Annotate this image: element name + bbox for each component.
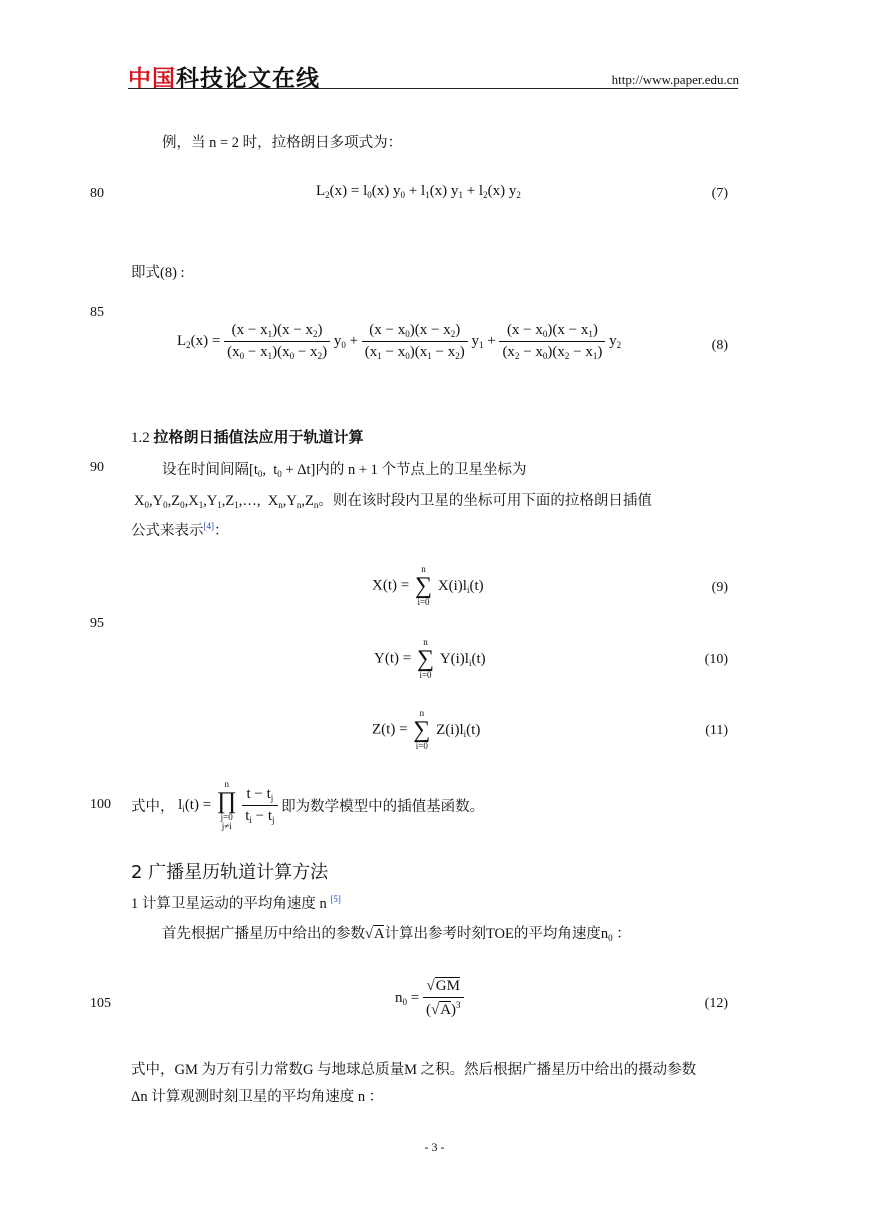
text-run: 1 计算卫星运动的平均角速度 n bbox=[131, 896, 327, 912]
page-number: - 3 - bbox=[424, 1140, 445, 1154]
logo-red-part: 中国 bbox=[128, 66, 176, 92]
line-number: 95 bbox=[90, 616, 104, 631]
text-run: 。则在该时段内卫星的坐标可用下面的拉格朗日插值 bbox=[318, 493, 652, 509]
equation-12: $n_0$ = $\frac{√GM}{(√A)^3}$ bbox=[395, 978, 464, 1019]
text-run: 设在时间间隔 bbox=[162, 462, 249, 478]
equation-number: (12) bbox=[704, 996, 728, 1011]
paragraph-text bbox=[131, 519, 229, 540]
paragraph-text bbox=[131, 892, 341, 913]
equation-10: Y(t) = n ∑ i=0 $Y(i)l_i(t)$ bbox=[374, 637, 486, 680]
line-number: 90 bbox=[90, 460, 104, 475]
line-number: 80 bbox=[90, 186, 104, 201]
equation-number: (9) bbox=[711, 580, 728, 595]
equation-7: $L_2(x) = l_0(x) y_0 + l_1(x) y_1 + l_2(x)$ $y_2$ bbox=[316, 183, 521, 200]
text-run: 计算出参考时刻TOE的平均角速度 bbox=[384, 926, 601, 942]
equation-number: (10) bbox=[704, 652, 728, 667]
paragraph-text: 例，当 n = 2 时，拉格朗日多项式为： bbox=[162, 135, 403, 151]
paragraph-text: $X_0,Y_0,Z_0,X_1,Y_1,Z_1,\dots$, $X_n,Y_n,Z_n$。则在该时段内卫星的坐标可用下面的拉格朗日插值 bbox=[134, 493, 652, 510]
header-rule bbox=[128, 88, 738, 89]
line-number: 100 bbox=[90, 797, 111, 812]
equation-8: $L_2(x)$ = $\frac{(x - x_1)(x - x_2)}{(x_0 - x_1)(x_0 - x_2)}$ $y_0$ + $\frac{(x - x_0)(x - x_2)}{(x_1 - x_0)(x_1 - x_2)}$ $y_1$ + $\frac{(x - x_0)(x - x_1)}{(x_2 - x_0)(x_2 - x_1)}$ $y_2$ bbox=[177, 322, 622, 361]
text-run: 公式来表示 bbox=[131, 523, 204, 539]
text-run: 内的 n + 1 个节点上的卫星坐标为 bbox=[315, 462, 527, 478]
citation-link[interactable]: [5] bbox=[330, 894, 341, 905]
citation-link[interactable]: [4] bbox=[203, 521, 214, 532]
paragraph-text: Δn 计算观测时刻卫星的平均角速度 n ： bbox=[131, 1089, 384, 1105]
logo-black-part: 科技论文在线 bbox=[176, 66, 320, 92]
section-title: 拉格朗日插值法应用于轨道计算 bbox=[153, 428, 364, 446]
equation-number: (8) bbox=[711, 338, 728, 353]
text-run: ： bbox=[214, 523, 229, 539]
text-run: 式中， bbox=[131, 799, 175, 815]
paragraph-text: 式中，GM 为万有引力常数G 与地球总质量M 之积。然后根据广播星历中给出的摄动参数 bbox=[131, 1062, 697, 1078]
header-url[interactable]: http://www.paper.edu.cn bbox=[611, 72, 739, 87]
paragraph-text: 设在时间间隔[$t_0$, $t_0 + \Delta t$]内的 n + 1 个节点上的卫星坐标为 bbox=[162, 462, 527, 479]
line-number: 105 bbox=[90, 996, 111, 1011]
paragraph-text: 式中， $l_i(t)$ = n ∏ j=0 j≠i $\frac{t - t_j}{t_i - t_j}$ 即为数学模型中的插值基函数。 bbox=[131, 779, 485, 831]
section-number: 1.2 bbox=[131, 430, 150, 446]
line-number: 85 bbox=[90, 305, 104, 320]
text-run: 首先根据广播星历中给出的参数 bbox=[162, 926, 365, 942]
equation-number: (7) bbox=[711, 186, 728, 201]
section-heading bbox=[131, 426, 364, 447]
equation-9: X(t) = n ∑ i=0 $X(i)l_i(t)$ bbox=[372, 564, 484, 607]
paragraph-text: 即式(8) : bbox=[131, 265, 185, 281]
section-heading: 2 广播星历轨道计算方法 bbox=[131, 862, 329, 883]
equation-11: Z(t) = n ∑ i=0 $Z(i)l_i(t)$ bbox=[372, 708, 481, 751]
text-run: 即为数学模型中的插值基函数。 bbox=[281, 799, 485, 815]
equation-number: (11) bbox=[705, 723, 728, 738]
paragraph-text: 首先根据广播星历中给出的参数√A计算出参考时刻TOE的平均角速度$n_0$ ： bbox=[162, 926, 631, 943]
